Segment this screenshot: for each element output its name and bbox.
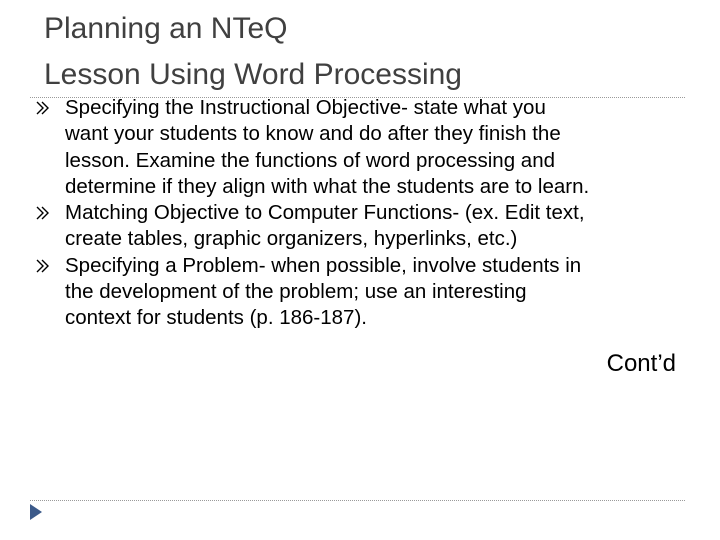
slide-title bbox=[44, 6, 684, 98]
bullet-line: lesson. Examine the functions of word processing and bbox=[65, 148, 555, 172]
slide-title-line-2: Lesson Using Word Processing bbox=[44, 58, 462, 91]
bullet-line: want your students to know and do after they finish the bbox=[65, 122, 561, 146]
bullet-arrow-icon bbox=[36, 258, 50, 274]
continued-label: Cont’d bbox=[606, 350, 676, 377]
footer-divider bbox=[30, 500, 685, 501]
slide-title-line-1: Planning an NTeQ bbox=[44, 12, 288, 45]
bullet-line: Matching Objective to Computer Functions- (ex. Edit text, bbox=[65, 201, 585, 225]
bullet-arrow-icon bbox=[36, 205, 50, 221]
bullet-line: the development of the problem; use an interesting bbox=[65, 280, 527, 304]
bullet-line: context for students (p. 186-187). bbox=[65, 306, 367, 330]
next-slide-arrow-icon[interactable] bbox=[28, 503, 44, 521]
bullet-item-matching-objective bbox=[36, 200, 686, 253]
bullet-line: determine if they align with what the students are to learn. bbox=[65, 174, 590, 198]
bullet-list bbox=[36, 95, 686, 332]
bullet-arrow-icon bbox=[36, 100, 50, 116]
bullet-item-specifying-problem bbox=[36, 253, 686, 332]
bullet-item-instructional-objective bbox=[36, 95, 686, 200]
bullet-line: create tables, graphic organizers, hyperlinks, etc.) bbox=[65, 227, 518, 251]
bullet-line: Specifying a Problem- when possible, involve students in bbox=[65, 253, 582, 277]
bullet-line: Specifying the Instructional Objective- state what you bbox=[65, 96, 546, 119]
